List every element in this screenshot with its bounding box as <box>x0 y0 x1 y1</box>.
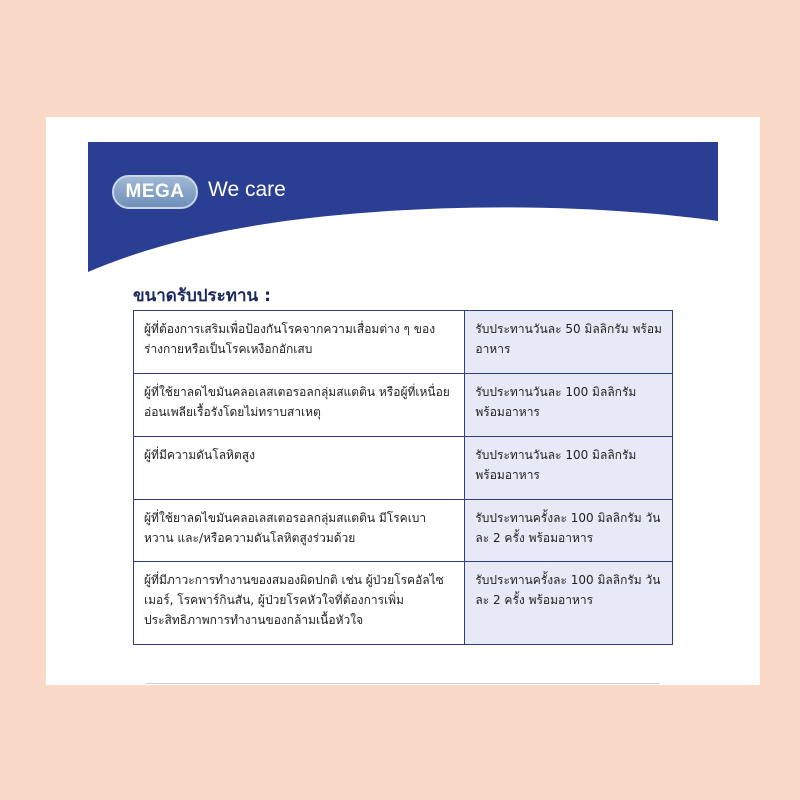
brand-banner <box>88 142 718 272</box>
dosage-cell: รับประทานวันละ 50 มิลลิกรัม พร้อมอาหาร <box>465 311 673 374</box>
table-row <box>134 562 673 645</box>
table-row <box>134 311 673 374</box>
patient-group-cell: ผู้ที่ต้องการเสริมเพื่อป้องกันโรคจากความเสื่อมต่าง ๆ ของร่างกายหรือเป็นโรคเหงือกอักเสบ <box>134 311 465 374</box>
patient-group-cell: ผู้ที่มีความดันโลหิตสูง <box>134 437 465 500</box>
info-card <box>46 117 760 685</box>
table-row <box>134 374 673 437</box>
dosage-table <box>133 310 673 645</box>
dosage-cell: รับประทานวันละ 100 มิลลิกรัม พร้อมอาหาร <box>465 374 673 437</box>
dosage-cell: รับประทานวันละ 100 มิลลิกรัม พร้อมอาหาร <box>465 437 673 500</box>
logo-text: MEGA <box>125 181 185 202</box>
patient-group-cell: ผู้ที่ใช้ยาลดไขมันคลอเลสเตอรอลกลุ่มสแตติน มีโรคเบาหวาน และ/หรือความดันโลหิตสูงร่วมด้วย <box>134 500 465 562</box>
table-row <box>134 500 673 562</box>
patient-group-cell: ผู้ที่ใช้ยาลดไขมันคลอเลสเตอรอลกลุ่มสแตติน หรือผู้ที่เหนื่อย อ่อนเพลียเรื้อรังโดยไม่ทราบสาเหตุ <box>134 374 465 437</box>
table-row <box>134 437 673 500</box>
dosage-cell: รับประทานครั้งละ 100 มิลลิกรัม วันละ 2 ครั้ง พร้อมอาหาร <box>465 500 673 562</box>
brand-tagline: We care <box>208 178 286 201</box>
patient-group-cell: ผู้ที่มีภาวะการทำงานของสมองผิดปกติ เช่น ผู้ป่วยโรคอัลไซเมอร์, โรคพาร์กินสัน, ผู้ป่วยโรคหัวใจที่ต้องการเพิ่มประสิทธิภาพการทำงานของกล้ามเนื้อหัวใจ <box>134 562 465 645</box>
dosage-cell: รับประทานครั้งละ 100 มิลลิกรัม วันละ 2 ครั้ง พร้อมอาหาร <box>465 562 673 645</box>
dosage-heading: ขนาดรับประทาน : <box>133 286 271 306</box>
bottom-divider <box>146 683 660 684</box>
mega-logo <box>112 175 198 209</box>
